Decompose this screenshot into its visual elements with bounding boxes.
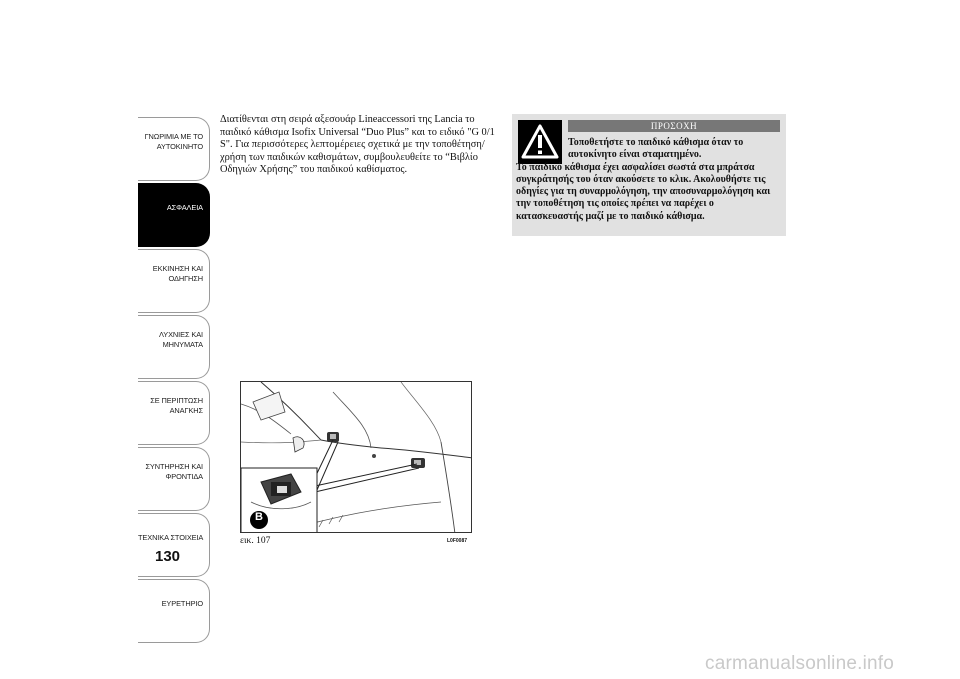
nav-tab-label: ΑΣΦΑΛΕΙΑ (166, 203, 203, 212)
nav-tab-3[interactable] (138, 249, 210, 313)
isofix-figure (240, 381, 472, 533)
nav-tab-7[interactable] (138, 513, 210, 577)
figure-label-b: B (255, 511, 263, 523)
nav-tab-label: ΕΚΚΙΝΗΣΗ ΚΑΙ (152, 264, 203, 273)
page-number: 130 (155, 548, 181, 565)
nav-tab-label: ΕΥΡΕΤΗΡΙΟ (161, 599, 203, 608)
figure-caption: εικ. 107 (240, 536, 271, 546)
nav-tab-label: ΤΕΧΝΙΚΑ ΣΤΟΙΧΕΙΑ (138, 533, 204, 542)
nav-tab-label: ΦΡΟΝΤΙΔΑ (165, 472, 203, 481)
nav-tab-label: ΟΔΗΓΗΣΗ (168, 274, 203, 283)
nav-tab-label: ΣΥΝΤΗΡΗΣΗ ΚΑΙ (145, 462, 203, 471)
isofix-illustration (241, 382, 472, 533)
nav-tab-2[interactable] (138, 183, 210, 247)
nav-tab-8[interactable] (138, 579, 210, 643)
nav-tab-label: ΓΝΩΡΙΜΙΑ ΜΕ ΤΟ (144, 132, 203, 141)
nav-tab-label: ΑΝΑΓΚΗΣ (169, 406, 203, 415)
watermark: carmanualsonline.info (705, 653, 895, 674)
warning-title: ΠΡΟΣΟΧΗ (568, 120, 780, 132)
nav-tab-4[interactable] (138, 315, 210, 379)
nav-tab-6[interactable] (138, 447, 210, 511)
nav-tab-label: ΣΕ ΠΕΡΙΠΤΩΣΗ (150, 396, 203, 405)
body-paragraph: Διατίθενται στη σειρά αξεσουάρ Lineaccessori της Lancia το παιδικό κάθισμα Isofix Universal “Duo Plus” και το ειδικό "G 0/1 S". Για περισσότερες λεπτομέρειες σχετικά με την τοποθέτηση/χρήση των παιδικών καθισμάτων, συμβουλευθείτε το “Βιβλίο Οδηγιών Χρήσης” του παιδικού καθίσματος. (220, 114, 495, 176)
warning-text-rest: Το παιδικό κάθισμα έχει ασφαλίσει σωστά στα μπράτσα συγκράτησής του όταν ακούσετε το κλικ. Ακολουθήστε τις οδηγίες για τη συναρμολόγηση, την αποσυναρμολόγηση και την τοποθέτηση τις οποίες πρέπει να παρέχει ο κατασκευαστής μαζί με το παιδικό κάθισμα. (516, 161, 771, 222)
warning-text (516, 137, 780, 223)
nav-tab-5[interactable] (138, 381, 210, 445)
nav-tab-1[interactable] (138, 117, 210, 181)
figure-code: L0F0087 (447, 538, 468, 544)
warning-text-first: Τοποθετήστε το παιδικό κάθισμα όταν το αυτοκίνητο είναι σταματημένο. (568, 137, 744, 161)
nav-tab-label: ΜΗΝΥΜΑΤΑ (162, 340, 203, 349)
warning-box (512, 114, 786, 236)
nav-tab-label: ΑΥΤΟΚΙΝΗΤΟ (156, 142, 203, 151)
nav-tab-label: ΛΥΧΝΙΕΣ ΚΑΙ (158, 330, 203, 339)
